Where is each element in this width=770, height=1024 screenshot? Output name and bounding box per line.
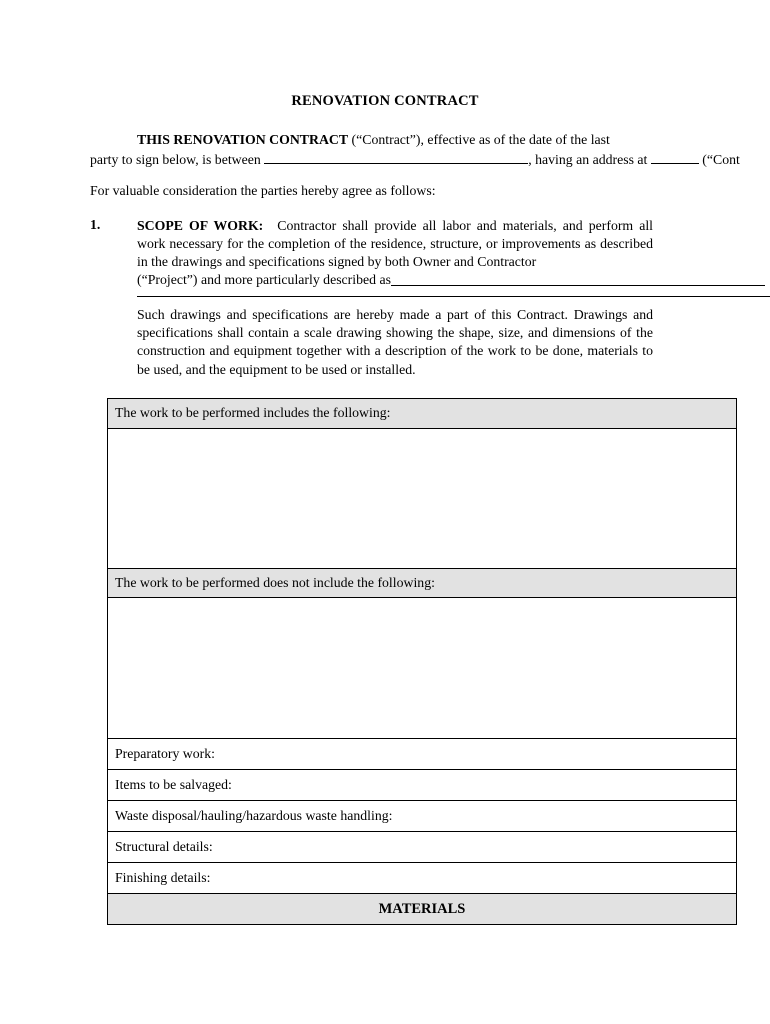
project-description-blank-line2[interactable] (137, 282, 770, 297)
intro-lead: THIS RENOVATION CONTRACT (137, 132, 349, 147)
party-name-blank[interactable] (264, 150, 528, 164)
materials-header-row: MATERIALS (108, 893, 736, 924)
field-row-preparatory-work[interactable]: Preparatory work: (108, 738, 736, 769)
intro-line2-end: (“Cont (698, 152, 740, 167)
consideration-paragraph: For valuable consideration the parties hereby agree as follows: (90, 183, 436, 198)
include-header-row: The work to be performed includes the following: (108, 399, 736, 428)
intro-paragraph (90, 130, 770, 170)
section1-number: 1. (90, 217, 101, 232)
drawings-paragraph: Such drawings and specifications are hereby made a part of this Contract. Drawings and specifications shall contain a scale drawing showing the shape, size, and dimensions of the construction and equipment together with a description of the work to be done, materials to be used, and the equipment to be used or installed. (137, 307, 653, 377)
exclude-header-row: The work to be performed does not include the following: (108, 568, 736, 597)
intro-line-2 (90, 150, 770, 170)
project-line-text: (“Project”) and more particularly described as (137, 272, 391, 287)
field-row-items-salvaged[interactable]: Items to be salvaged: (108, 769, 736, 800)
scope-of-work-body: Contractor shall provide all labor and materials, and perform all work necessary for the completion of the residence, structure, or improvements as described in the drawings and specifications signed by both Owner and Contractor (137, 218, 653, 270)
address-blank[interactable] (651, 150, 699, 164)
intro-line1-rest: (“Contract”), effective as of the date of the last (348, 132, 610, 147)
scope-of-work-paragraph (137, 217, 653, 272)
exclude-input-area[interactable] (108, 597, 736, 738)
include-input-area[interactable] (108, 428, 736, 568)
field-row-finishing-details[interactable]: Finishing details: (108, 862, 736, 893)
work-table (107, 398, 737, 925)
field-row-waste-disposal[interactable]: Waste disposal/hauling/hazardous waste handling: (108, 800, 736, 831)
scope-of-work-heading: SCOPE OF WORK: (137, 218, 264, 233)
document-title: RENOVATION CONTRACT (291, 93, 479, 109)
field-row-structural-details[interactable]: Structural details: (108, 831, 736, 862)
intro-line2-start: party to sign below, is between (90, 152, 265, 167)
intro-line2-mid: , having an address at (528, 152, 651, 167)
intro-line-1 (90, 130, 770, 150)
